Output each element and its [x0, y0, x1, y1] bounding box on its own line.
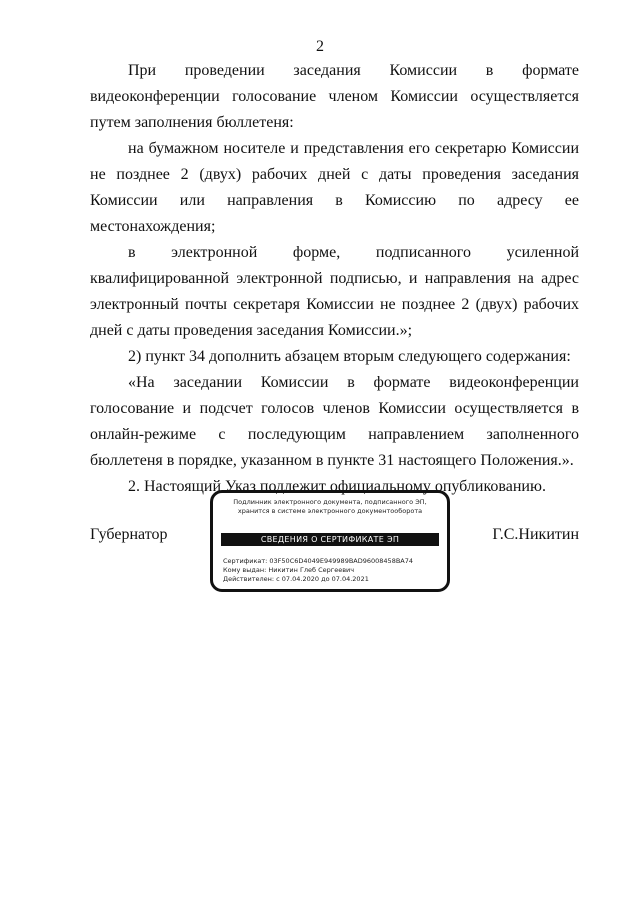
- stamp-header-line: Подлинник электронного документа, подписанного ЭП,: [233, 498, 427, 506]
- signatory-name: Г.С.Никитин: [492, 526, 579, 543]
- signatory-position: Губернатор: [90, 526, 168, 543]
- paragraph-online-voting: «На заседании Комиссии в формате видеоконференции голосование и подсчет голосов членов Комиссии осуществляется в онлайн-режиме с последующим направлением заполненного бюллетеня в порядке, указанном в пункте 31 настоящего Положения.».: [90, 374, 579, 469]
- stamp-header: [219, 498, 441, 516]
- stamp-validity: Действителен: с 07.04.2020 до 07.04.2021: [223, 575, 369, 583]
- stamp-title: СВЕДЕНИЯ О СЕРТИФИКАТЕ ЭП: [221, 533, 439, 546]
- paragraph-electronic-ballot: в электронной форме, подписанного усиленной квалифицированной электронной подписью, и направления на адрес электронный почты секретаря Комиссии не позднее 2 (двух) рабочих дней с даты проведения заседания Комиссии.»;: [90, 244, 579, 339]
- paragraph-voting-methods: При проведении заседания Комиссии в формате видеоконференции голосование членом Комиссии осуществляется путем заполнения бюллетеня:: [90, 62, 579, 131]
- page-number: 2: [316, 38, 324, 55]
- stamp-header-line: хранится в системе электронного документооборота: [237, 507, 423, 515]
- stamp-issued-to: Кому выдан: Никитин Глеб Сергеевич: [223, 566, 355, 574]
- stamp-details: [223, 557, 441, 584]
- paragraph-item-34: 2) пункт 34 дополнить абзацем вторым следующего содержания:: [128, 348, 571, 365]
- electronic-signature-stamp: [210, 490, 450, 592]
- document-body: [90, 58, 579, 500]
- paragraph-paper-ballot: на бумажном носителе и представления его секретарю Комиссии не позднее 2 (двух) рабочих дней с даты проведения заседания Комиссии или направления в Комиссию по адресу ее местонахождения;: [90, 140, 579, 235]
- signature-block: [90, 488, 579, 596]
- stamp-certificate: Сертификат: 03F50C6D4049E949989BAD96008458BA74: [223, 557, 414, 565]
- paragraph-publication: 2. Настоящий Указ подлежит официальному опубликованию.: [128, 478, 546, 495]
